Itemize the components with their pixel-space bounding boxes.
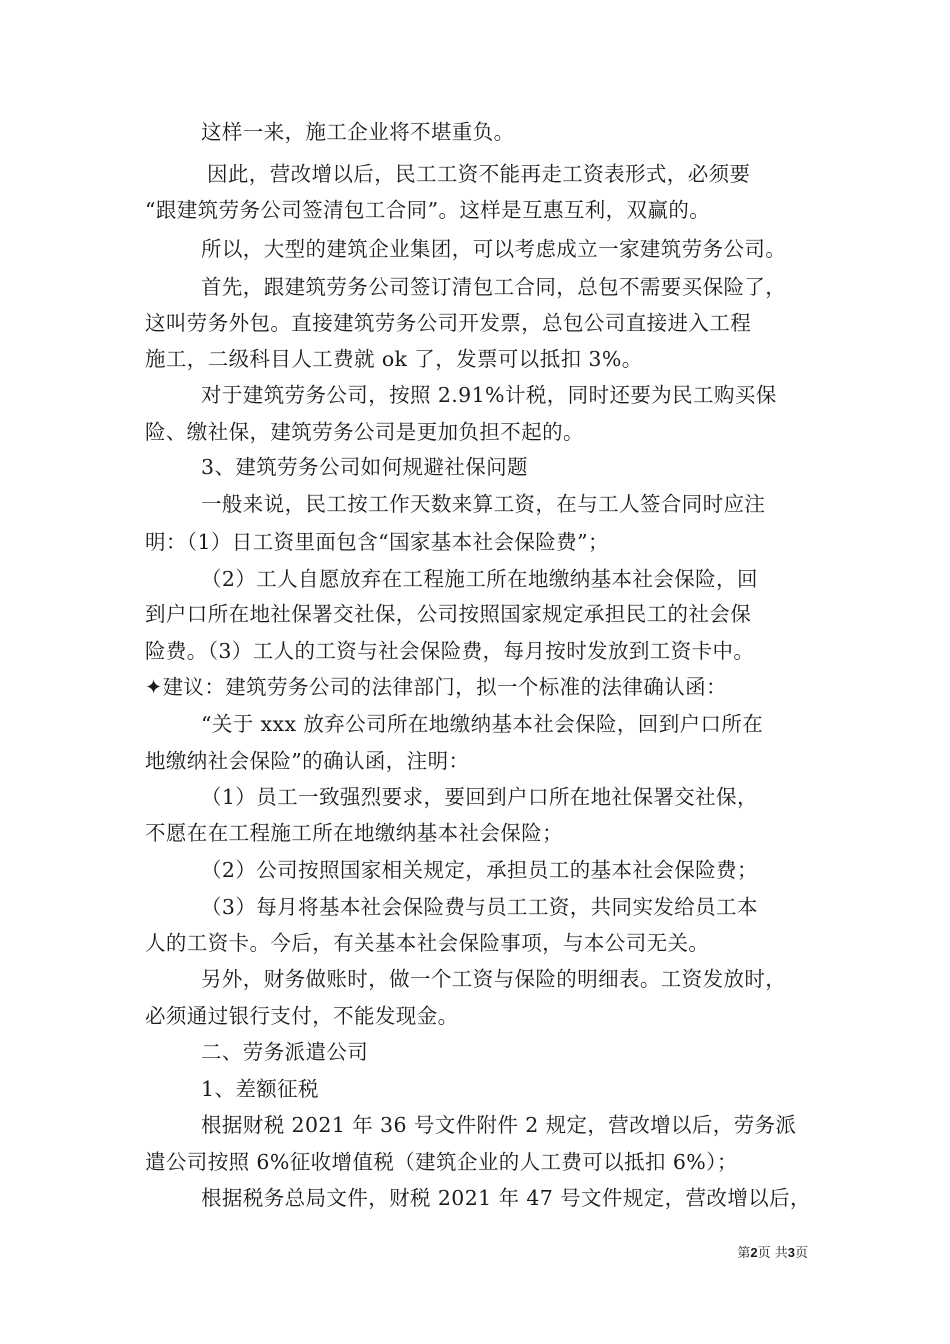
text-line: （3）每月将基本社会保险费与员工工资，共同实发给员工本 — [201, 895, 758, 919]
text-line: 根据税务总局文件，财税 2021 年 47 号文件规定，营改增以后， — [201, 1186, 811, 1210]
text-line: 一般来说，民工按工作天数来算工资，在与工人签合同时应注 — [201, 492, 766, 516]
text-line: 这样一来，施工企业将不堪重负。 — [201, 120, 515, 144]
text-line: 根据财税 2021 年 36 号文件附件 2 规定，营改增以后，劳务派 — [201, 1113, 797, 1137]
text-line: 人的工资卡。今后，有关基本社会保险事项，与本公司无关。 — [145, 931, 710, 955]
page-footer — [737, 1244, 808, 1263]
footer-prefix: 第 — [737, 1246, 751, 1261]
section-heading: 3、建筑劳务公司如何规避社保问题 — [201, 455, 528, 479]
text-line: 险费。（3）工人的工资与社会保险费，每月按时发放到工资卡中。 — [145, 639, 755, 663]
text-line: 遣公司按照 6%征收增值税（建筑企业的人工费可以抵扣 6%）； — [145, 1150, 738, 1174]
text-line: 险、缴社保，建筑劳务公司是更加负担不起的。 — [145, 420, 584, 444]
text-line: 到户口所在地社保署交社保，公司按照国家规定承担民工的社会保 — [145, 602, 752, 626]
text-line: 不愿在在工程施工所在地缴纳基本社会保险； — [145, 821, 563, 845]
text-line: （2）公司按照国家相关规定，承担员工的基本社会保险费； — [201, 858, 758, 882]
text-line: 首先，跟建筑劳务公司签订清包工合同，总包不需要买保险了， — [201, 275, 787, 299]
text-line: （2）工人自愿放弃在工程施工所在地缴纳基本社会保险，回 — [201, 567, 758, 591]
text-line: 另外，财务做账时，做一个工资与保险的明细表。工资发放时， — [201, 967, 787, 991]
footer-middle: 页 共 — [757, 1246, 788, 1261]
text-line: 明：（1）日工资里面包含“国家基本社会保险费”； — [145, 530, 609, 554]
text-line: 施工，二级科目人工费就 ok 了，发票可以抵扣 3%。 — [145, 347, 643, 371]
text-line: （1）员工一致强烈要求，要回到户口所在地社保署交社保， — [201, 785, 758, 809]
current-page-number: 2 — [750, 1245, 758, 1260]
total-pages-number: 3 — [787, 1245, 795, 1260]
text-line: ✦建议：建筑劳务公司的法律部门，拟一个标准的法律确认函： — [145, 675, 727, 699]
text-line: 因此，营改增以后，民工工资不能再走工资表形式，必须要 — [207, 162, 751, 186]
section-heading: 二、劳务派遣公司 — [201, 1040, 369, 1064]
text-line: 所以，大型的建筑企业集团，可以考虑成立一家建筑劳务公司。 — [201, 237, 787, 261]
text-line: 对于建筑劳务公司，按照 2.91%计税，同时还要为民工购买保 — [201, 383, 777, 407]
text-line: 地缴纳社会保险”的确认函，注明： — [145, 749, 470, 773]
text-line: 这叫劳务外包。直接建筑劳务公司开发票，总包公司直接进入工程 — [145, 311, 752, 335]
text-line: “跟建筑劳务公司签清包工合同”。这样是互惠互利，双赢的。 — [145, 198, 711, 222]
footer-suffix: 页 — [794, 1246, 808, 1261]
text-line: “关于 xxx 放弃公司所在地缴纳基本社会保险，回到户口所在 — [201, 712, 764, 736]
text-line: 必须通过银行支付，不能发现金。 — [145, 1004, 459, 1028]
section-heading: 1、差额征税 — [201, 1077, 319, 1101]
